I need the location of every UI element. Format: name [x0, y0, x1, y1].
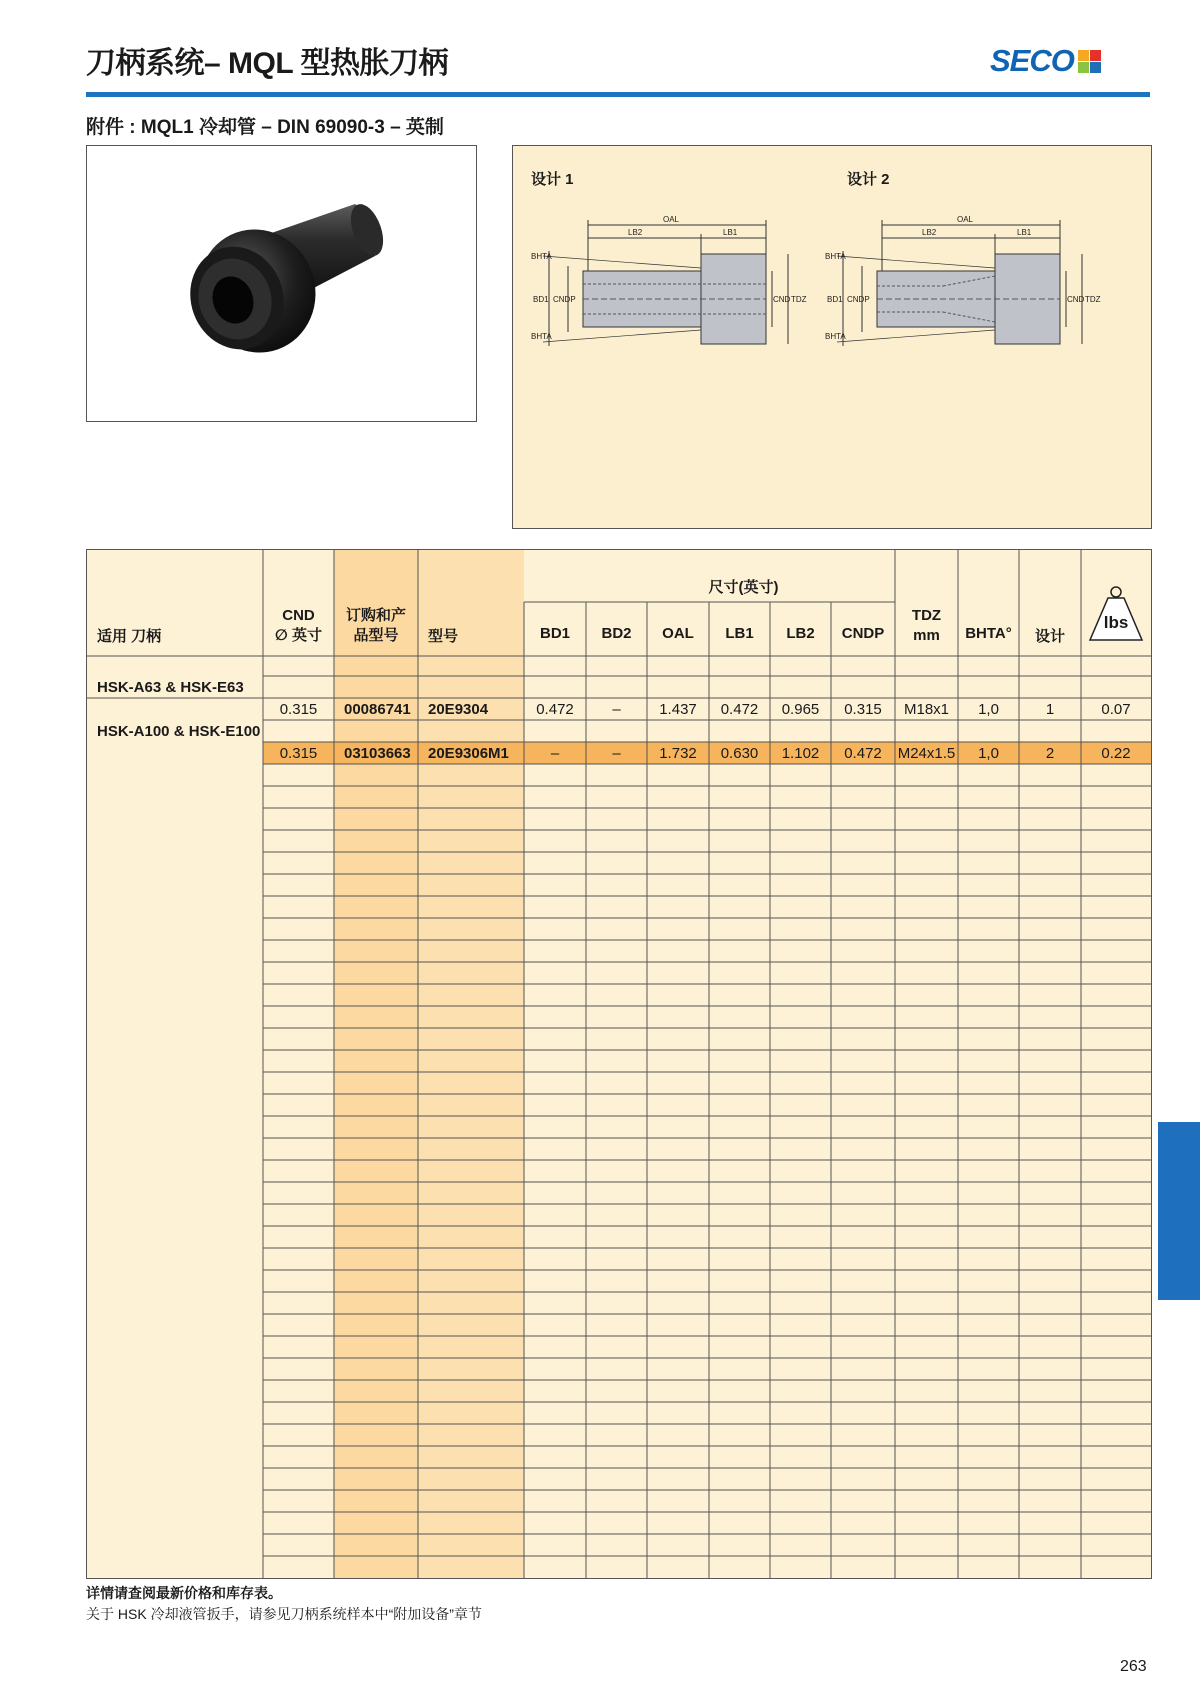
design-2-drawing: [825, 215, 1101, 346]
cell-design: 2: [1045, 745, 1055, 762]
header-bhta: BHTA°: [965, 625, 1012, 642]
header-order: 订购和产 品型号: [345, 607, 406, 644]
cell-tdz: M24x1.5: [897, 745, 956, 762]
cell-lb2: 1.102: [781, 745, 820, 762]
header-bd1: BD1: [539, 625, 570, 642]
cell-bd1: 0.472: [536, 701, 574, 718]
header-fits: 适用 刀柄: [97, 628, 162, 645]
label-oal-2: OAL: [957, 215, 974, 224]
label-cndp-2: CNDP: [847, 295, 870, 304]
page-number: 263: [1120, 1658, 1147, 1675]
label-bhta-bottom: BHTA: [531, 332, 552, 341]
cell-cnd: 0.315: [279, 701, 318, 718]
label-lb2-2: LB2: [922, 228, 937, 237]
label-oal: OAL: [663, 215, 680, 224]
cell-lb1: 0.472: [720, 701, 759, 718]
logo-mark-icon: [1078, 50, 1101, 73]
header-lb2: LB2: [786, 625, 815, 642]
logo-text: SECO: [990, 43, 1074, 78]
label-bd1-2: BD1: [827, 295, 843, 304]
label-bhta-top-2: BHTA: [825, 252, 846, 261]
page-title: 刀柄系统– MQL 型热胀刀柄: [86, 47, 448, 80]
header-dimensions-group: 尺寸(英寸): [708, 579, 779, 596]
cell-weight: 0.07: [1101, 701, 1131, 718]
footnote-price: 详情请查阅最新价格和库存表。: [86, 1585, 282, 1601]
label-tdz-2: TDZ: [1085, 295, 1101, 304]
label-lb2: LB2: [628, 228, 643, 237]
footnote-wrench: 关于 HSK 冷却液管扳手，请参见刀柄系统样本中“附加设备”章节: [86, 1606, 482, 1622]
cell-order: 03103663: [344, 745, 411, 762]
cell-bd2: –: [612, 745, 621, 762]
label-lb1-2: LB1: [1017, 228, 1032, 237]
cell-bd1: –: [550, 745, 560, 762]
label-cndp: CNDP: [553, 295, 576, 304]
cell-bhta: 1,0: [978, 745, 999, 762]
footnotes: [86, 1583, 482, 1625]
technical-diagram: [512, 145, 1152, 529]
diagram-drawings: [513, 146, 1151, 528]
cell-tdz: M18x1: [903, 701, 950, 718]
label-bhta-top: BHTA: [531, 252, 552, 261]
cell-oal: 1.732: [659, 745, 697, 762]
cell-design: 1: [1045, 701, 1055, 718]
design-1-label: 设计 1: [531, 171, 574, 188]
header-lb1: LB1: [725, 625, 754, 642]
header-tdz: TDZ mm: [911, 607, 942, 644]
label-lb1: LB1: [723, 228, 738, 237]
cell-model: 20E9304: [428, 701, 489, 718]
header-cndp: CNDP: [841, 625, 885, 642]
cell-bhta: 1,0: [978, 701, 999, 718]
coolant-tube-image: [87, 146, 476, 421]
cell-cnd: 0.315: [279, 745, 318, 762]
label-bhta-bottom-2: BHTA: [825, 332, 846, 341]
design-2-label: 设计 2: [847, 171, 890, 188]
header-model: 型号: [428, 628, 459, 645]
cell-lb2: 0.965: [781, 701, 820, 718]
header-oal: OAL: [662, 625, 694, 642]
header-design: 设计: [1034, 628, 1065, 645]
cell-order: 00086741: [344, 701, 411, 718]
header-cnd: CND ∅ 英寸: [274, 607, 322, 644]
cell-cndp: 0.472: [844, 745, 882, 762]
cell-cndp: 0.315: [844, 701, 882, 718]
cell-model: 20E9306M1: [428, 745, 509, 762]
label-bd1: BD1: [533, 295, 549, 304]
label-cnd-2: CND: [1067, 295, 1085, 304]
seco-logo: [990, 44, 1101, 78]
group-label-0: HSK-A63 & HSK-E63: [97, 679, 244, 696]
cell-oal: 1.437: [659, 701, 697, 718]
label-tdz: TDZ: [791, 295, 807, 304]
group-label-1: HSK-A100 & HSK-E100: [97, 723, 261, 740]
label-cnd: CND: [773, 295, 791, 304]
design-1-drawing: [531, 215, 807, 346]
product-photo: [86, 145, 477, 422]
spec-table: [86, 549, 1152, 1579]
page-subtitle: 附件 : MQL1 冷却管 – DIN 69090-3 – 英制: [86, 117, 444, 138]
side-tab: [1158, 1122, 1200, 1300]
cell-lb1: 0.630: [720, 745, 759, 762]
cell-bd2: –: [612, 701, 621, 718]
cell-weight: 0.22: [1101, 745, 1131, 762]
title-rule: [86, 92, 1150, 97]
header-bd2: BD2: [601, 625, 632, 642]
header-weight: lbs: [1103, 613, 1129, 632]
